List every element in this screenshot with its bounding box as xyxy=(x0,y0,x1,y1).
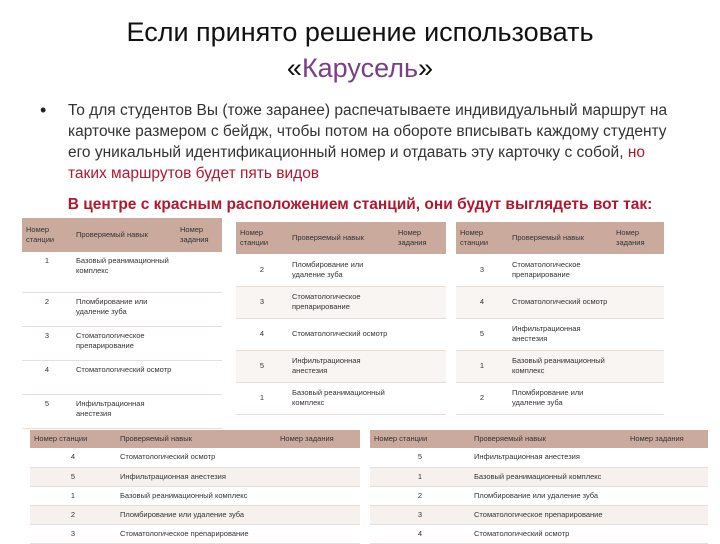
task-cell xyxy=(626,467,708,486)
header-task: Номер задания xyxy=(176,218,222,252)
table-row xyxy=(30,524,360,543)
skill-cell: Инфильтрационная анестезия xyxy=(72,394,176,428)
task-cell xyxy=(394,254,446,286)
task-cell xyxy=(626,448,708,467)
table-row xyxy=(456,318,664,350)
table-row xyxy=(22,326,222,360)
skill-cell: Стоматологическое препарирование xyxy=(508,254,612,286)
table-row xyxy=(30,448,360,467)
station-number: 2 xyxy=(456,382,508,414)
station-number: 1 xyxy=(456,350,508,382)
table-header-row xyxy=(370,430,708,448)
station-number: 5 xyxy=(370,448,470,467)
route-table-mid-2 xyxy=(456,222,664,415)
station-number: 4 xyxy=(456,286,508,318)
table-row xyxy=(22,292,222,326)
skill-cell: Стоматологическое препарирование xyxy=(116,524,276,543)
header-skill: Проверяемый навык xyxy=(116,430,276,448)
task-cell xyxy=(276,486,360,505)
header-task: Номер задания xyxy=(276,430,360,448)
station-number: 3 xyxy=(22,326,72,360)
task-cell xyxy=(276,467,360,486)
title-line-1: Если принято решение использовать xyxy=(126,17,594,47)
skill-cell: Стоматологическое препарирование xyxy=(470,505,626,524)
station-number: 1 xyxy=(22,252,72,292)
header-station: Номер станции xyxy=(456,222,508,254)
task-cell xyxy=(276,505,360,524)
station-number: 5 xyxy=(236,350,288,382)
task-cell xyxy=(394,318,446,350)
station-number: 2 xyxy=(22,292,72,326)
table-header-row xyxy=(456,222,664,254)
station-number: 3 xyxy=(370,505,470,524)
quote-open: « xyxy=(286,53,302,83)
table-row xyxy=(22,252,222,292)
table-row xyxy=(236,286,446,318)
table-row xyxy=(370,505,708,524)
header-skill: Проверяемый навык xyxy=(288,222,394,254)
station-number: 1 xyxy=(236,382,288,414)
table-row xyxy=(30,486,360,505)
skill-cell: Стоматологический осмотр xyxy=(72,360,176,394)
skill-cell: Инфильтрационная анестезия xyxy=(288,350,394,382)
bullet-text xyxy=(68,100,680,184)
table-header-row xyxy=(236,222,446,254)
table-row xyxy=(370,467,708,486)
header-skill: Проверяемый навык xyxy=(508,222,612,254)
bullet-marker: • xyxy=(40,100,47,120)
table-row xyxy=(30,505,360,524)
task-cell xyxy=(626,524,708,543)
bullet-highlight: но таких маршрутов будет пять видов xyxy=(68,144,645,182)
table-row xyxy=(22,394,222,428)
task-cell xyxy=(612,382,664,414)
task-cell xyxy=(176,394,222,428)
skill-cell: Пломбирование или удаление зуба xyxy=(508,382,612,414)
station-number: 2 xyxy=(30,505,116,524)
skill-cell: Пломбирование или удаление зуба xyxy=(116,505,276,524)
skill-cell: Стоматологический осмотр xyxy=(508,286,612,318)
station-number: 3 xyxy=(236,286,288,318)
header-station: Номер станции xyxy=(236,222,288,254)
header-station: Номер станции xyxy=(22,218,72,252)
skill-cell: Инфильтрационная анестезия xyxy=(508,318,612,350)
task-cell xyxy=(176,326,222,360)
table-row xyxy=(370,524,708,543)
station-number: 2 xyxy=(370,486,470,505)
station-number: 5 xyxy=(30,467,116,486)
table-row xyxy=(236,318,446,350)
task-cell xyxy=(626,505,708,524)
skill-cell: Базовый реанимационный комплекс xyxy=(508,350,612,382)
station-number: 5 xyxy=(22,394,72,428)
skill-cell: Стоматологический осмотр xyxy=(288,318,394,350)
task-cell xyxy=(612,350,664,382)
skill-cell: Базовый реанимационный комплекс xyxy=(470,467,626,486)
station-number: 4 xyxy=(370,524,470,543)
skill-cell: Базовый реанимационный комплекс xyxy=(72,252,176,292)
task-cell xyxy=(626,486,708,505)
subheading: В центре с красным расположением станций, они будут выглядеть вот так: xyxy=(67,196,653,213)
slide-title xyxy=(0,14,720,86)
header-station: Номер станции xyxy=(30,430,116,448)
station-number: 1 xyxy=(370,467,470,486)
task-cell xyxy=(176,292,222,326)
table-row xyxy=(370,486,708,505)
header-skill: Проверяемый навык xyxy=(72,218,176,252)
station-number: 4 xyxy=(236,318,288,350)
bullet-body: То для студентов Вы (тоже заранее) распечатываете индивидуальный маршрут на карточке размером с бейдж, чтобы потом на обороте вписывать каждому студенту его уникальный идентификационный номер и отдавать эту карточку с собой, xyxy=(68,102,668,161)
station-number: 5 xyxy=(456,318,508,350)
route-table-low-1 xyxy=(30,430,360,544)
table-row xyxy=(456,382,664,414)
table-row xyxy=(236,254,446,286)
skill-cell: Инфильтрационная анестезия xyxy=(116,467,276,486)
table-row xyxy=(236,350,446,382)
task-cell xyxy=(394,350,446,382)
task-cell xyxy=(176,360,222,394)
skill-cell: Пломбирование или удаление зуба xyxy=(470,486,626,505)
header-skill: Проверяемый навык xyxy=(470,430,626,448)
table-row xyxy=(30,467,360,486)
station-number: 4 xyxy=(22,360,72,394)
route-table-mid-1 xyxy=(236,222,446,415)
skill-cell: Стоматологический осмотр xyxy=(470,524,626,543)
task-cell xyxy=(612,254,664,286)
skill-cell: Пломбирование или удаление зуба xyxy=(72,292,176,326)
station-number: 4 xyxy=(30,448,116,467)
title-line-2 xyxy=(0,50,720,86)
task-cell xyxy=(612,318,664,350)
skill-cell: Пломбирование или удаление зуба xyxy=(288,254,394,286)
header-task: Номер задания xyxy=(394,222,446,254)
task-cell xyxy=(176,252,222,292)
station-number: 2 xyxy=(236,254,288,286)
task-cell xyxy=(394,382,446,414)
skill-cell: Стоматологическое препарирование xyxy=(288,286,394,318)
skill-cell: Базовый реанимационный комплекс xyxy=(288,382,394,414)
skill-cell: Стоматологический осмотр xyxy=(116,448,276,467)
task-cell xyxy=(276,524,360,543)
table-row xyxy=(456,286,664,318)
header-station: Номер станции xyxy=(370,430,470,448)
header-task: Номер задания xyxy=(626,430,708,448)
station-number: 1 xyxy=(30,486,116,505)
station-number: 3 xyxy=(30,524,116,543)
skill-cell: Базовый реанимационный комплекс xyxy=(116,486,276,505)
table-row xyxy=(370,448,708,467)
route-table-low-2 xyxy=(370,430,708,544)
task-cell xyxy=(276,448,360,467)
table-header-row xyxy=(30,430,360,448)
route-table-left xyxy=(22,218,222,429)
table-row xyxy=(236,382,446,414)
header-task: Номер задания xyxy=(612,222,664,254)
skill-cell: Стоматологическое препарирование xyxy=(72,326,176,360)
table-row xyxy=(456,350,664,382)
task-cell xyxy=(394,286,446,318)
skill-cell: Инфильтрационная анестезия xyxy=(470,448,626,467)
station-number: 3 xyxy=(456,254,508,286)
table-row xyxy=(456,254,664,286)
quote-close: » xyxy=(418,53,434,83)
table-row xyxy=(22,360,222,394)
task-cell xyxy=(612,286,664,318)
table-header-row xyxy=(22,218,222,252)
title-accent: Карусель xyxy=(301,53,419,83)
